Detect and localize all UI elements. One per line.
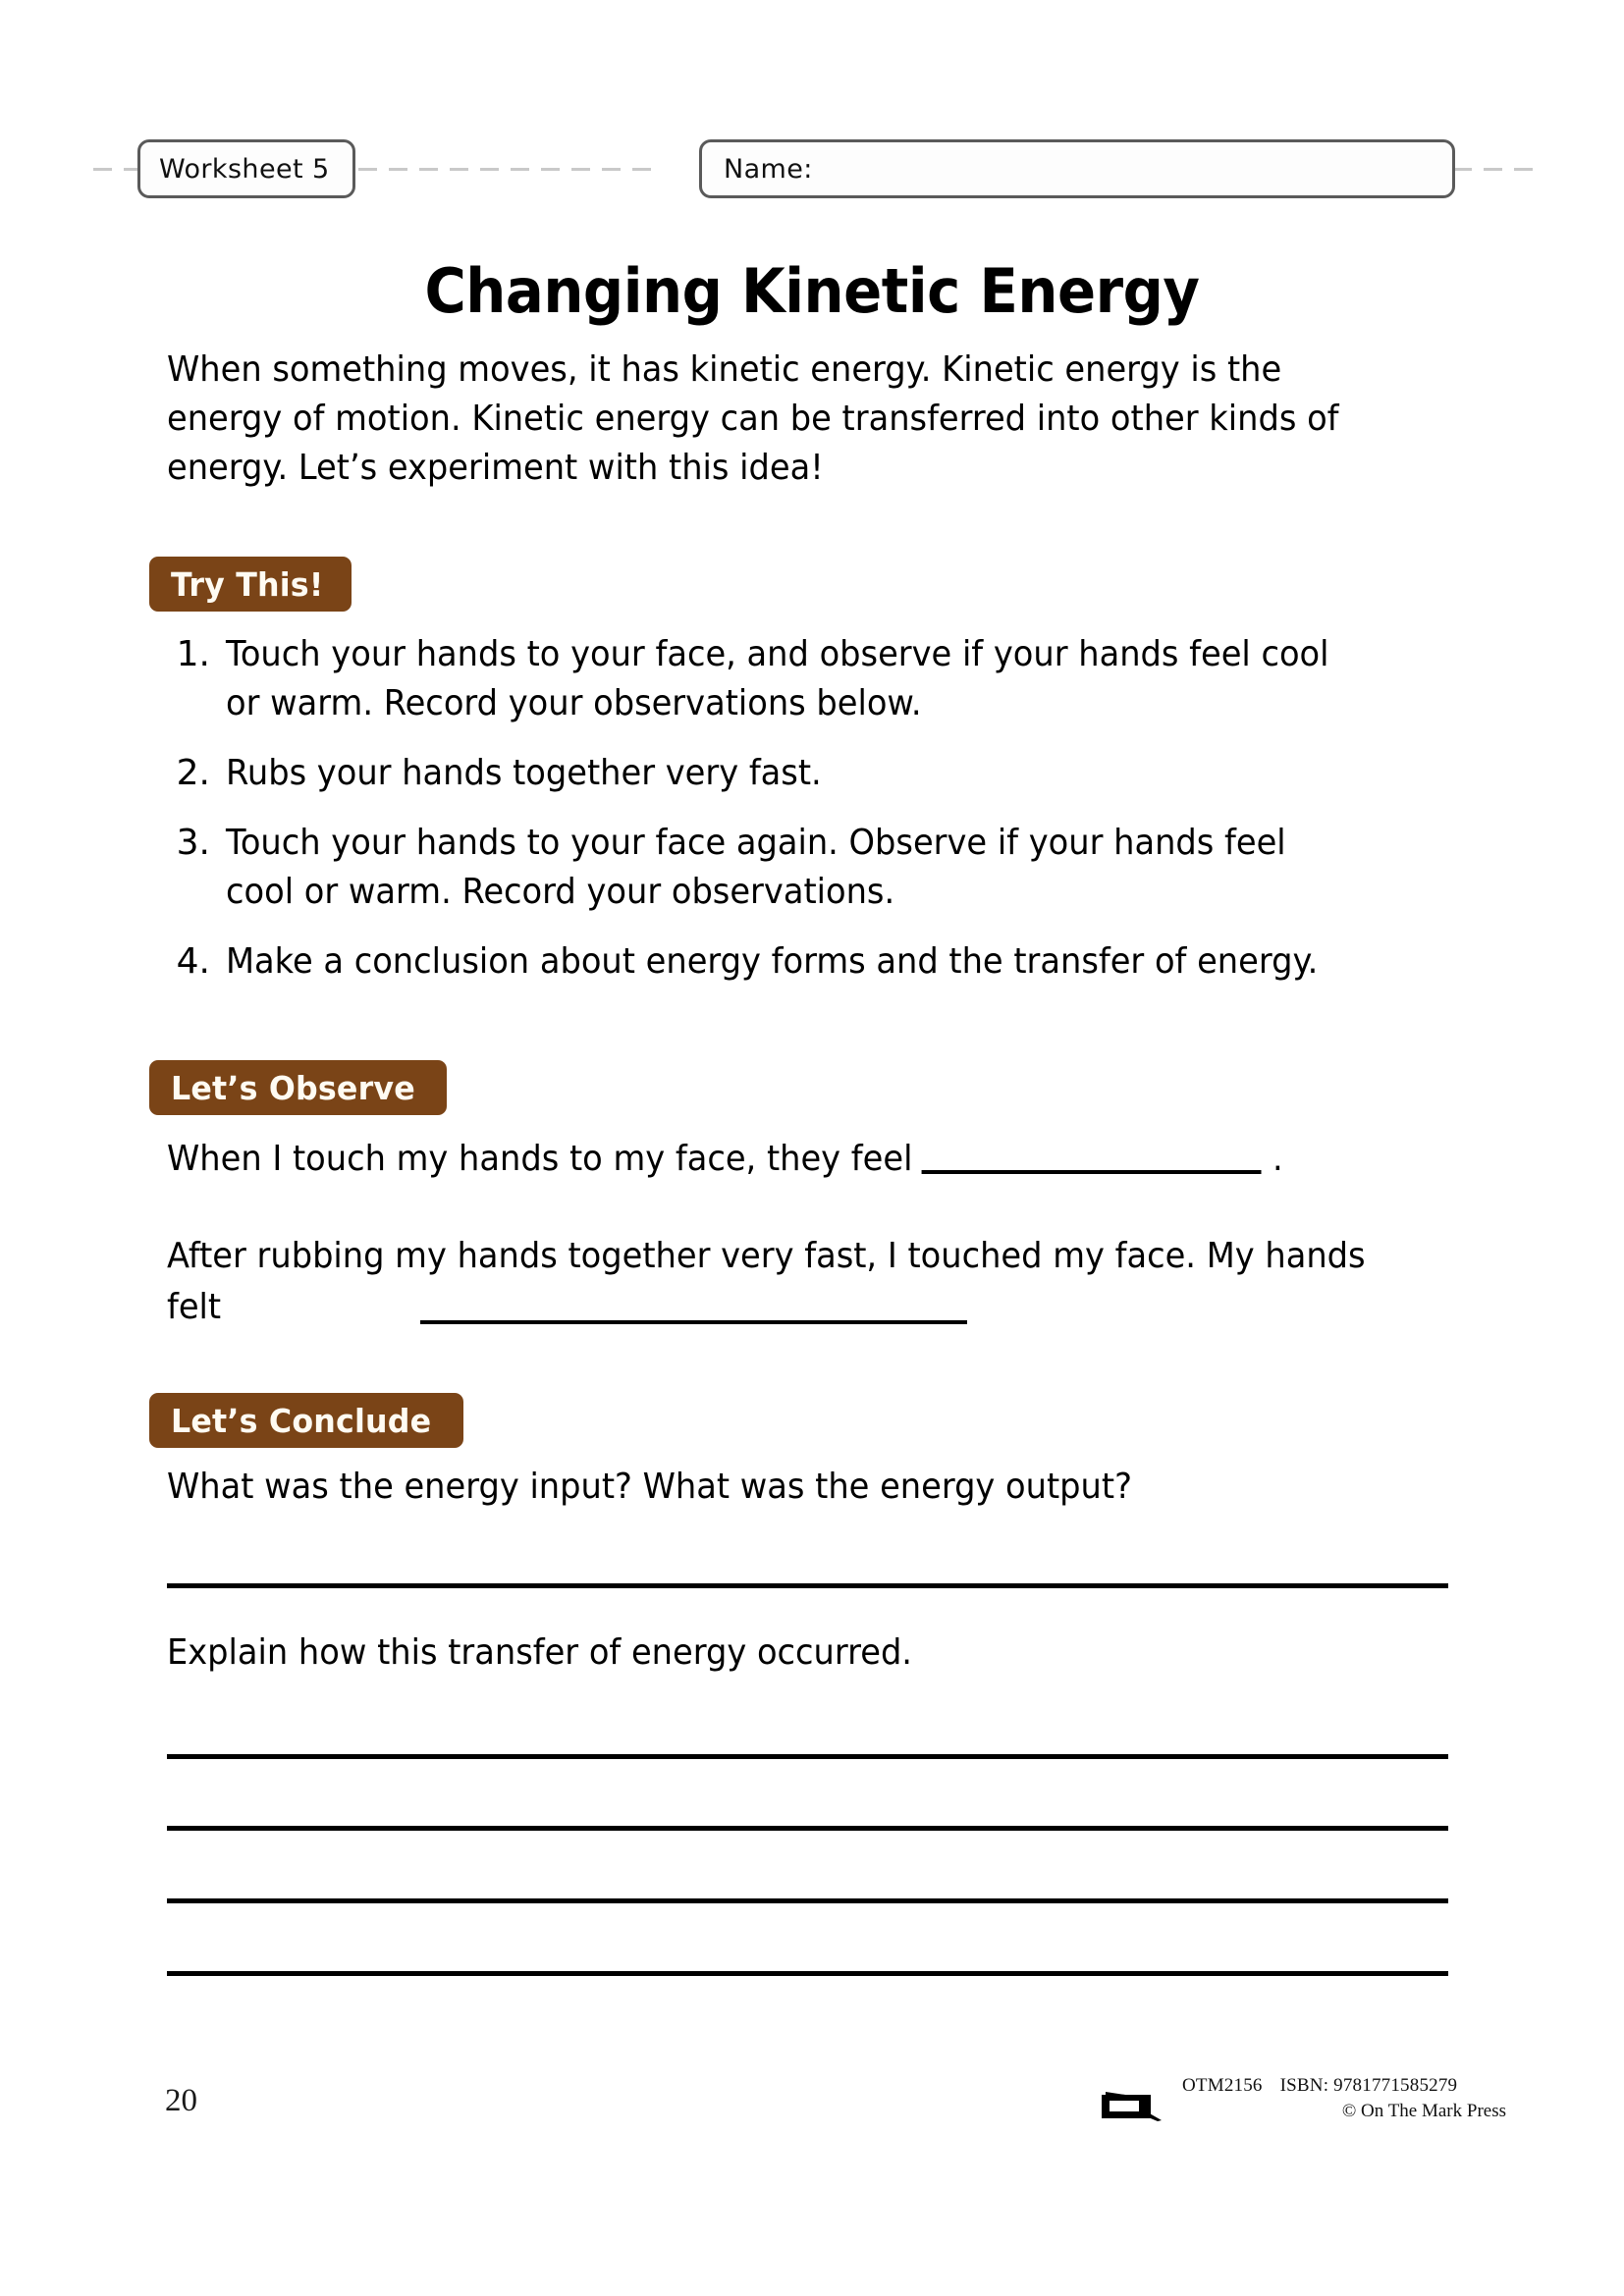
section-badge-try-this-label: Try This! <box>171 564 324 604</box>
list-item <box>175 630 1441 728</box>
observe-prompt-one-period: . <box>1272 1139 1283 1179</box>
section-badge-lets-observe <box>149 1060 447 1115</box>
conclude-question-one: What was the energy input? What was the energy output? <box>167 1467 1132 1507</box>
step-text: Rubs your hands together very fast. <box>226 753 822 793</box>
step-number: 4. <box>176 941 210 982</box>
observe-prompt-one <box>167 1139 1283 1179</box>
answer-line[interactable] <box>167 1583 1448 1588</box>
try-this-steps-list <box>175 630 1441 1007</box>
step-number: 1. <box>176 634 210 674</box>
step-number: 2. <box>176 753 210 793</box>
list-item <box>175 749 1441 798</box>
list-item <box>175 937 1441 987</box>
dashed-rule-right <box>1453 168 1542 171</box>
observe-prompt-two: After rubbing my hands together very fast, I touched my face. My hands felt <box>167 1236 1366 1327</box>
section-badge-lets-conclude-label: Let’s Conclude <box>171 1401 432 1440</box>
product-code: OTM2156 <box>1182 2075 1263 2096</box>
answer-line[interactable] <box>167 1971 1448 1976</box>
conclude-question-two: Explain how this transfer of energy occurred. <box>167 1632 913 1673</box>
step-text: Make a conclusion about energy forms and the transfer of energy. <box>226 941 1319 982</box>
step-text: Touch your hands to your face, and observe if your hands feel cool or warm. Record your observations below. <box>226 634 1329 723</box>
page-title: Changing Kinetic Energy <box>424 255 1200 327</box>
copyright-text: © On The Mark Press <box>1341 2101 1506 2121</box>
dashed-rule-middle <box>358 168 663 171</box>
observe-prompt-one-text: When I touch my hands to my face, they feel <box>167 1139 913 1179</box>
step-number: 3. <box>176 823 210 863</box>
section-badge-lets-observe-label: Let’s Observe <box>171 1068 415 1107</box>
list-item <box>175 819 1441 917</box>
section-badge-lets-conclude <box>149 1393 463 1448</box>
observe-answer-blank-2[interactable] <box>420 1319 967 1324</box>
press-logo-icon <box>1100 2083 1164 2122</box>
answer-line[interactable] <box>167 1754 1448 1759</box>
step-text: Touch your hands to your face again. Observe if your hands feel cool or warm. Record your observations. <box>226 823 1286 912</box>
section-badge-try-this <box>149 557 352 612</box>
worksheet-number-label: Worksheet 5 <box>159 153 330 185</box>
intro-paragraph: When something moves, it has kinetic energy. Kinetic energy is the energy of motion. Kinetic energy can be transferred into other kinds of energy. Let’s experiment with this idea! <box>167 349 1339 488</box>
isbn-text: ISBN: 9781771585279 <box>1279 2075 1458 2096</box>
observe-answer-blank-1[interactable] <box>922 1141 1262 1174</box>
name-field-label: Name: <box>724 153 813 185</box>
answer-line[interactable] <box>167 1826 1448 1831</box>
name-field[interactable] <box>699 139 1455 198</box>
worksheet-number-box <box>137 139 355 198</box>
page-number: 20 <box>165 2083 197 2118</box>
publisher-code-line <box>1182 2075 1457 2097</box>
answer-line[interactable] <box>167 1898 1448 1903</box>
